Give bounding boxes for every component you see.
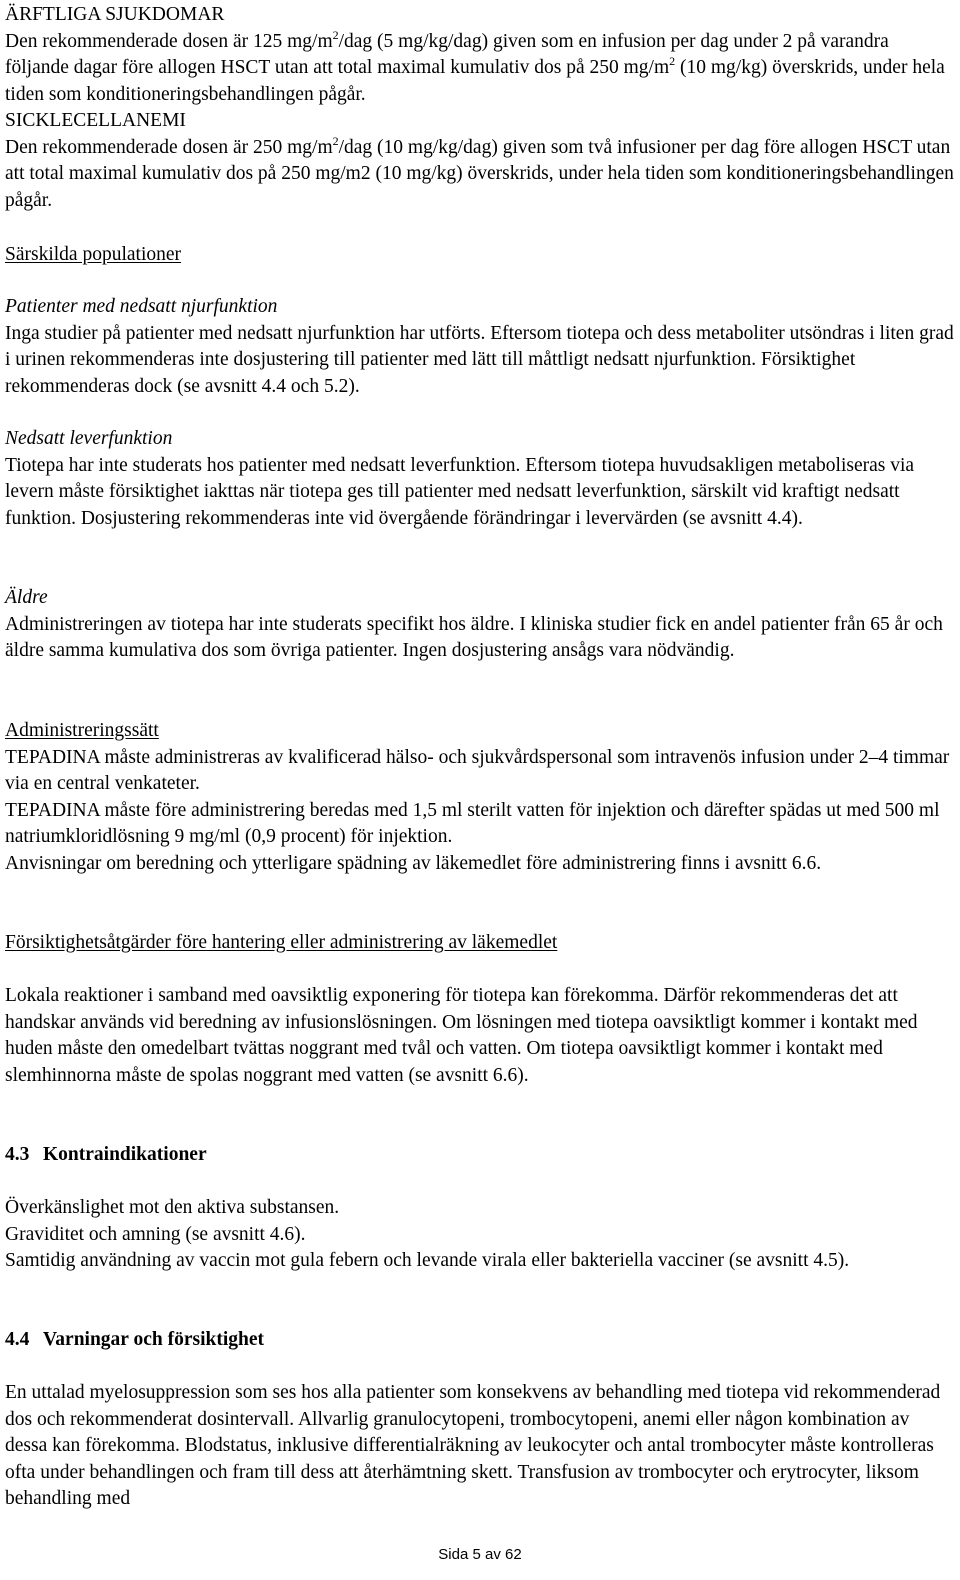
section-4-3-number: 4.3: [5, 1144, 30, 1165]
sickle-text: Den rekommenderade dosen är 250 $mg/m^2$/dag (10 mg/kg/dag) given som två infusioner per dag före allogen HSCT utan att total maximal kumulativ dos på 250 mg/m2 (10 mg/kg) överskrids, under hela tiden som konditioneringsbehandlingen pågår.: [5, 133, 954, 211]
section-4-4-heading: [5, 1327, 955, 1354]
renal-section: [5, 294, 955, 400]
hereditary-heading: ÄRFTLIGA SJUKDOMAR: [5, 4, 225, 25]
administration-p1: TEPADINA måste administreras av kvalificerad hälso- och sjukvårdspersonal som intravenös infusion under 2–4 timmar via en central venkateter.: [5, 746, 950, 794]
contraindication-1: Överkänslighet mot den aktiva substansen.: [5, 1197, 340, 1218]
section-4-4-title: Varningar och försiktighet: [43, 1329, 265, 1350]
special-populations-heading: Särskilda populationer: [5, 244, 182, 265]
precautions-text: Lokala reaktioner i samband med oavsiktlig exponering för tiotepa kan förekomma. Därför rekommenderas det att handskar används vid beredning av infusionslösningen. Om lösningen med tiotepa oavsiktligt kommer i kontakt med huden måste den omedelbart tvättas noggrant med tvål och vatten. Om tiotepa oavsiktligt kommer i kontakt med slemhinnorna måste de spolas noggrant med vatten (se avsnitt 6.6).: [5, 985, 918, 1086]
section-4-4-text: En uttalad myelosuppression som ses hos alla patienter som konsekvens av behandling med tiotepa vid rekommenderad dos och rekommenderat dosintervall. Allvarlig granulocytopeni, trombocytopeni, anemi eller någon kombination av dessa kan förekomma. Blodstatus, inklusive differentialräkning av leukocyter och antal trombocyter måste kontrolleras ofta under behandlingen och fram till dess att återhämtning skett. Transfusion av trombocyter och erytrocyter, liksom behandling med: [5, 1382, 941, 1509]
page-number: Sida 5 av 62: [438, 1546, 522, 1563]
section-4-4-number: 4.4: [5, 1329, 30, 1350]
renal-text: Inga studier på patienter med nedsatt njurfunktion har utförts. Eftersom tiotepa och dess metaboliter utsöndras i liten grad i urinen rekommenderas inte dosjustering till patienter med lätt till måttligt nedsatt njurfunktion. Försiktighet rekommenderas dock (se avsnitt 4.4 och 5.2).: [5, 322, 954, 397]
hereditary-text: Den rekommenderade dosen är 125 $mg/m^2$/dag (5 mg/kg/dag) given som en infusion per dag under 2 på varandra följande dagar före allogen HSCT utan att total maximal kumulativ dos på 250 $mg/m^2$ (10 mg/kg) överskrids, under hela tiden som konditioneringsbehandlingen pågår.: [5, 27, 945, 105]
hepatic-heading: Nedsatt leverfunktion: [5, 428, 173, 449]
elderly-section: [5, 585, 955, 665]
elderly-text: Administreringen av tiotepa har inte studerats specifikt hos äldre. I kliniska studier fick en andel patienter från 65 år och äldre samma kumulativa dos som övriga patienter. Ingen dosjustering ansågs vara nödvändig.: [5, 613, 943, 661]
page-footer: [0, 1545, 960, 1565]
hereditary-section: [5, 2, 955, 108]
elderly-heading: Äldre: [5, 587, 48, 608]
administration-section: [5, 718, 955, 877]
section-4-3-heading: [5, 1142, 955, 1169]
renal-heading: Patienter med nedsatt njurfunktion: [5, 296, 278, 317]
administration-p2: TEPADINA måste före administrering beredas med 1,5 ml sterilt vatten för injektion och därefter spädas ut med 500 ml natriumkloridlösning 9 mg/ml (0,9 procent) för injektion.: [5, 799, 940, 847]
hepatic-text: Tiotepa har inte studerats hos patienter med nedsatt leverfunktion. Eftersom tiotepa huvudsakligen metaboliseras via levern måste försiktighet iakttas när tiotepa ges till patienter med nedsatt leverfunktion, särskilt vid kraftigt nedsatt funktion. Dosjustering rekommenderas inte vid övergående förändringar i levervärden (se avsnitt 4.4).: [5, 454, 915, 529]
sickle-heading: SICKLECELLANEMI: [5, 110, 186, 131]
contraindication-2: Graviditet och amning (se avsnitt 4.6).: [5, 1223, 306, 1245]
section-4-3-title: Kontraindikationer: [43, 1144, 207, 1165]
administration-heading: Administreringssätt: [5, 720, 159, 741]
precautions-heading: Försiktighetsåtgärder före hantering eller administrering av läkemedlet: [5, 932, 558, 953]
hepatic-section: [5, 426, 955, 532]
contraindication-3: Samtidig användning av vaccin mot gula febern och levande virala eller bakteriella vacciner (se avsnitt 4.5).: [5, 1250, 850, 1271]
sickle-section: [5, 108, 955, 214]
section-4-3-body: [5, 1195, 955, 1275]
administration-p3: Anvisningar om beredning och ytterligare spädning av läkemedlet före administrering finns i avsnitt 6.6.: [5, 852, 822, 874]
